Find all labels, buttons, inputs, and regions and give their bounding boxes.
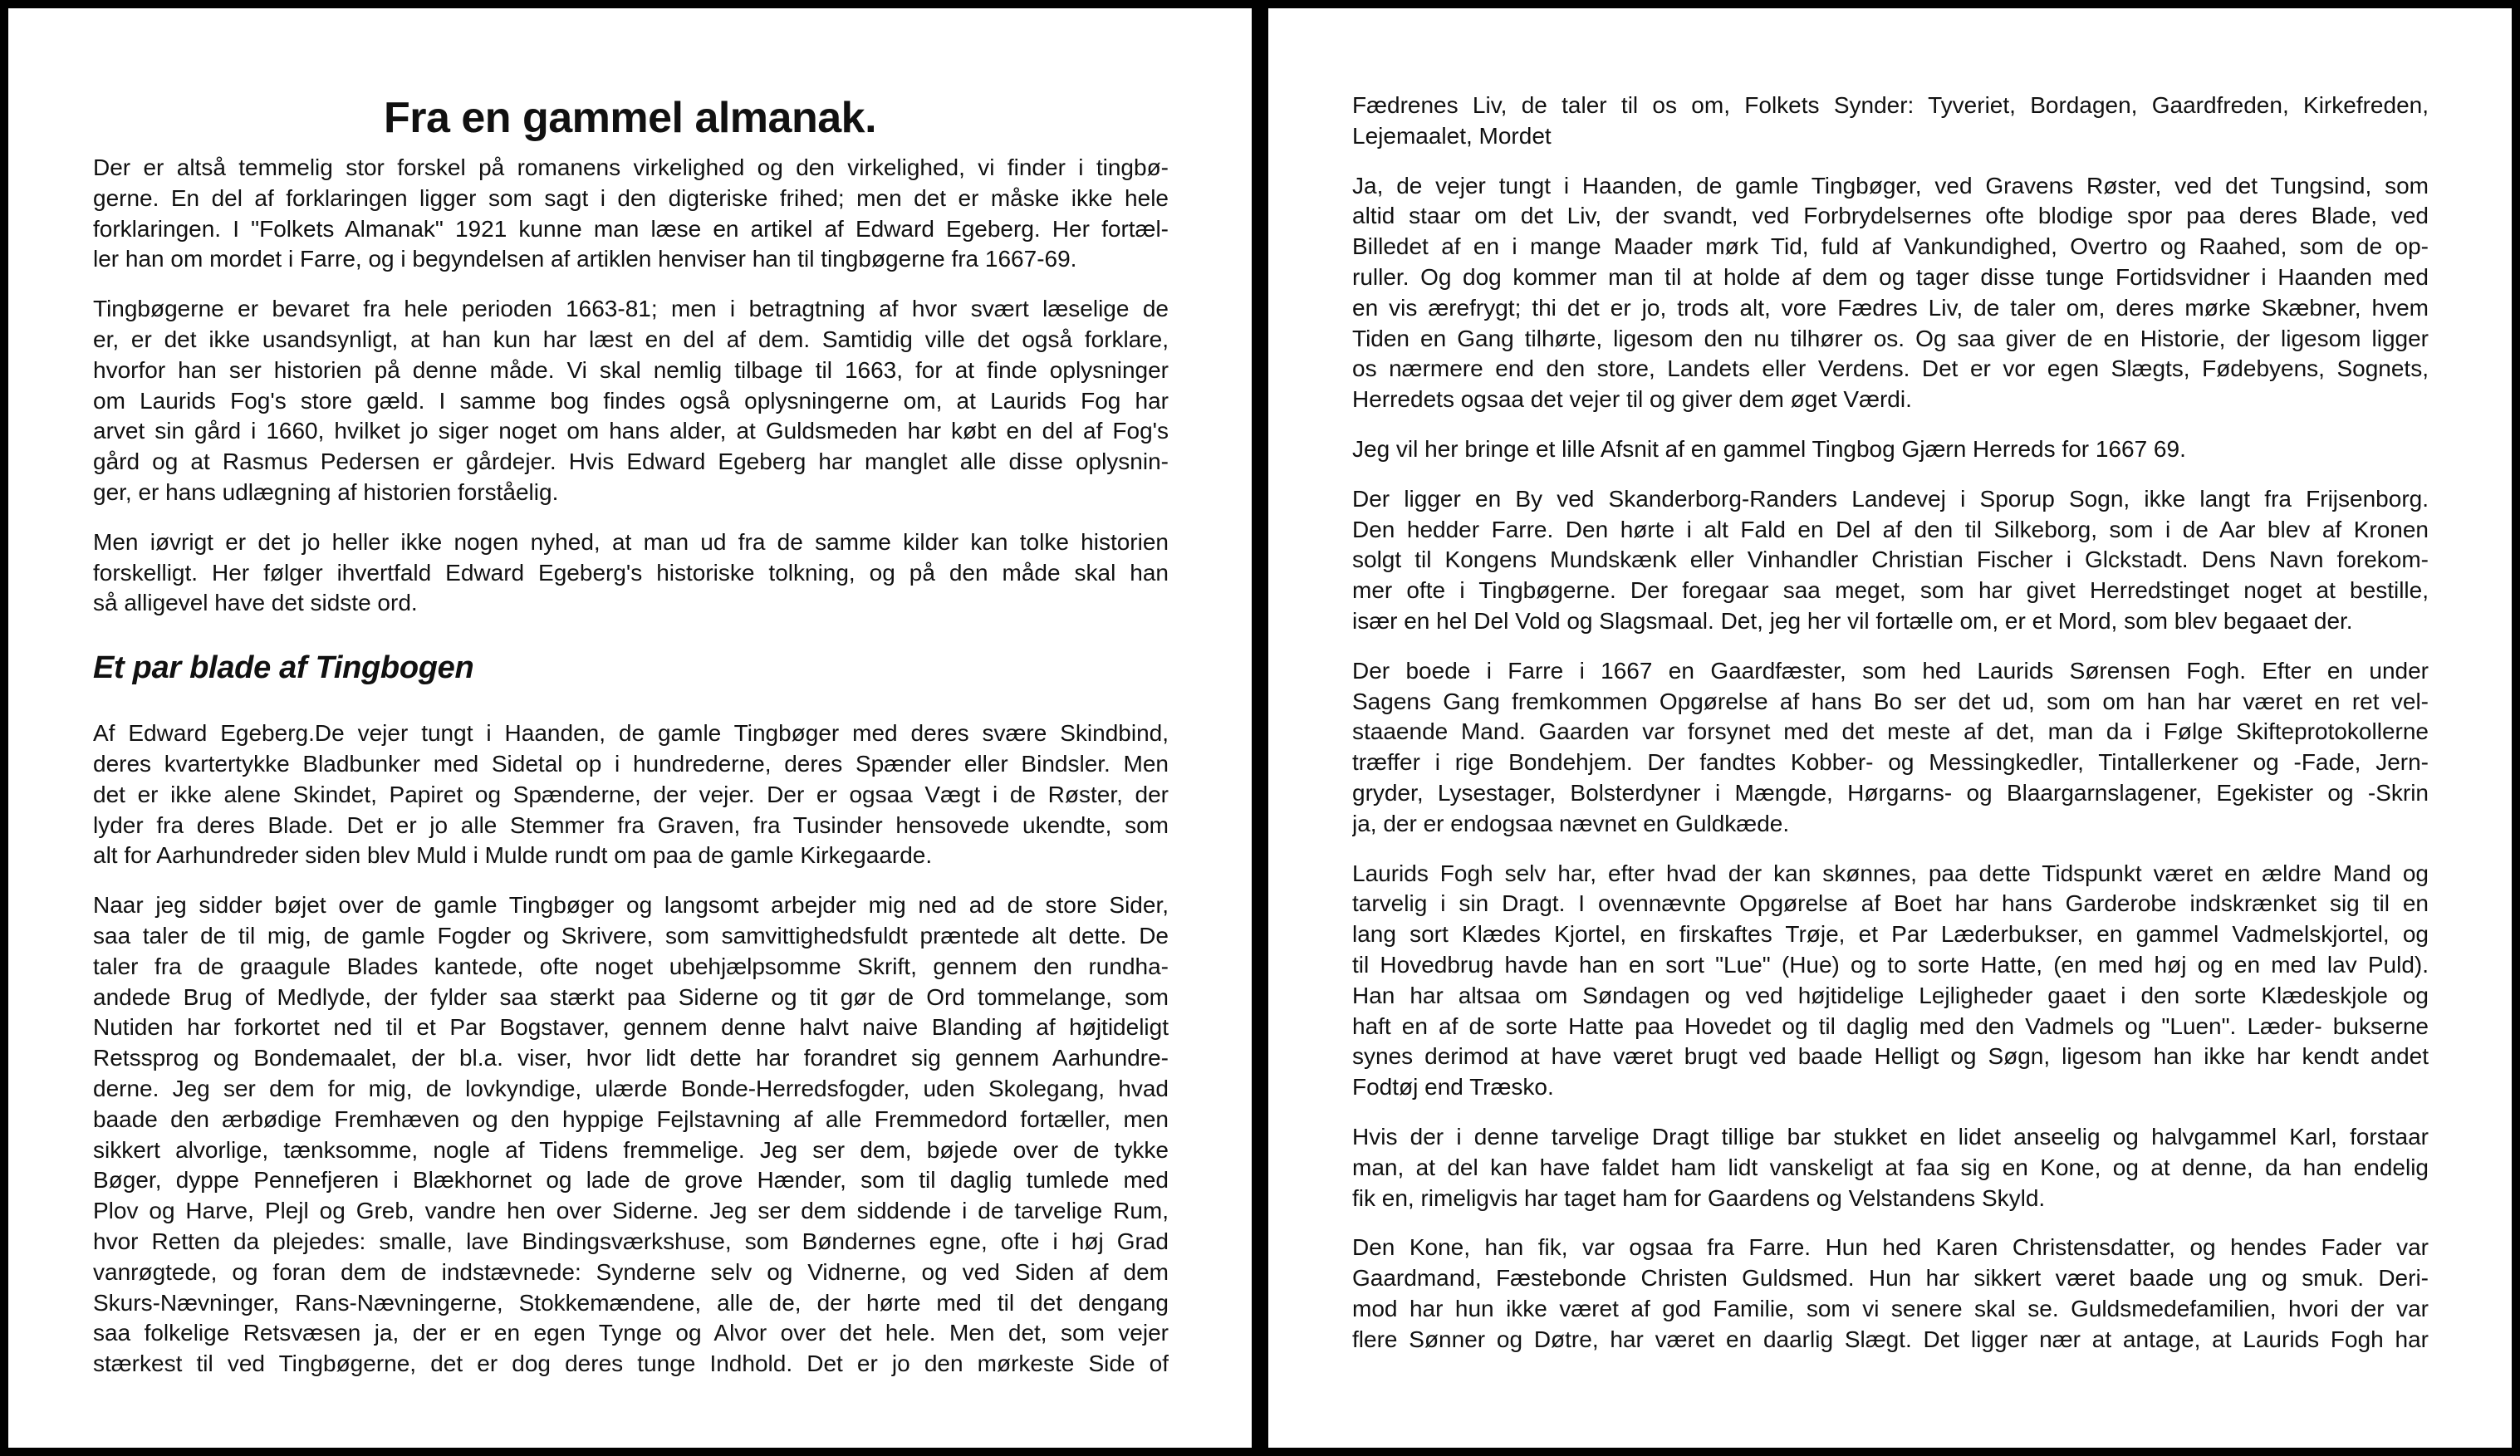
text-line: Tingbøgerne er bevaret fra hele perioden 1663-81; men i betragtning af hvor svært læselige de <box>93 296 1169 322</box>
article-section <box>93 718 1169 1380</box>
paragraph <box>1352 1122 2429 1213</box>
article-title: Fra en gammel almanak. <box>383 94 877 142</box>
text-line: andede Brug of Medlyde, der fylder saa stærkt paa Siderne og tit gør de Ord tommelange, som <box>93 983 1169 1010</box>
text-line: Gaardmand, Fæstebonde Christen Guldsmed. Hun har sikkert været baade ung og smuk. Deri- <box>1352 1265 2429 1292</box>
text-line: især en hel Del Vold og Slagsmaal. Det, jeg her vil fortælle om, er et Mord, som blev begaaet der. <box>1352 607 2353 634</box>
text-line: synes derimod at have været brugt ved baade Helligt og Søgn, ligesom han ikke har kendt andet <box>1352 1043 2429 1070</box>
right-text-column <box>1352 91 2429 1374</box>
text-line: stærkest til ved Tingbøgerne, det er dog deres tunge Indhold. Det er jo den mørkeste Side of <box>93 1351 1169 1377</box>
text-line: ruller. Og dog kommer man til at holde af dem og tager disse tunge Fortidsvidner i Haanden med <box>1352 263 2429 290</box>
section-heading: Et par blade af Tingbogen <box>93 650 474 686</box>
text-line: Lejemaalet, Mordet <box>1352 122 1552 149</box>
text-line: Den hedder Farre. Den hørte i alt Fald en Del af den til Silkeborg, som i de Aar blev af Kronen <box>1352 516 2429 542</box>
text-line: gerne. En del af forklaringen ligger som sagt i den digteriske frihed; men det er måske ikke hele <box>93 184 1169 211</box>
text-line: forskelligt. Her følger ihvertfald Edward Egeberg's historiske tolkning, og på den måde skal han <box>93 559 1169 586</box>
text-line: Sagens Gang fremkommen Opgørelse af hans Bo ser det ud, som om han har været en ret vel- <box>1352 688 2429 714</box>
text-line: staaende Mand. Gaarden var forsynet med det meste af det, man da i Følge Skifteprotokollerne <box>1352 718 2429 745</box>
text-line: Billedet af en i mange Maader mørk Tid, fuld af Vankundighed, Overtro og Raahed, som de op- <box>1352 233 2429 260</box>
text-line: til Hovedbrug havde han en sort "Lue" (Hue) og to sorte Hatte, (en med høj og en med lav Puld). <box>1352 951 2429 978</box>
text-line: Skurs-Nævninger, Rans-Nævningerne, Stokkemændene, alle de, der hørte med til det dengang <box>93 1289 1169 1316</box>
paragraph <box>1352 859 2429 1103</box>
text-line: mer ofte i Tingbøgerne. Der foregaar saa meget, som har givet Herredstinget noget at bestille, <box>1352 577 2429 604</box>
text-line: Fodtøj end Træsko. <box>1352 1074 1554 1101</box>
text-line: Hvis der i denne tarvelige Dragt tillige bar stukket en lidet anseelig og halvgammel Karl, forstaar <box>1352 1123 2429 1150</box>
text-line: man, at del kan have faldet ham lidt vanskeligt at faa sig en Kone, og at denne, da han endelig <box>1352 1154 2429 1180</box>
right-page <box>1268 8 2512 1448</box>
text-line: ger, er hans udlægning af historien forståelig. <box>93 478 559 505</box>
text-line: flere Sønner og Døtre, har været en daarlig Slægt. Det ligger nær at antage, at Laurids Fogh har <box>1352 1326 2429 1352</box>
text-line: Jeg vil her bringe et lille Afsnit af en gammel Tingbog Gjærn Herreds for 1667 69. <box>1352 435 2186 462</box>
text-line: saa taler de til mig, de gamle Fogder og Skrivere, som samvittighedsfuldt præntede alt dette. De <box>93 922 1169 949</box>
paragraph <box>93 294 1169 508</box>
text-line: baade den ærbødige Fremhæven og den hyppige Fejlstavning af alle Fremmedord fortæller, men <box>93 1105 1169 1132</box>
paragraph <box>93 153 1169 275</box>
text-line: en vis ærefrygt; thi det er jo, trods alt, vore Fædres Liv, de taler om, deres mørke Skæbner, hvem <box>1352 294 2429 321</box>
text-line: ja, der er endogsaa nævnet en Guldkæde. <box>1352 810 1790 836</box>
text-line: os nærmere end den store, Landets eller Verdens. Det er vor egen Slægts, Fødebyens, Sognets, <box>1352 355 2429 382</box>
text-line: Af Edward Egeberg.De vejer tungt i Haanden, de gamle Tingbøger med deres svære Skindbind, <box>93 720 1169 747</box>
text-line: så alligevel have det sidste ord. <box>93 590 418 616</box>
text-line: hvor Retten da plejedes: smalle, lave Bindingsværkshuse, som Bøndernes egne, ofte i høj Grad <box>93 1228 1169 1254</box>
text-line: gryder, Lysestager, Bolsterdyner i Mængde, Hørgarns- og Blaargarnslagener, Egekister og -Skrin <box>1352 779 2429 806</box>
text-line: sikkert alvorlige, tænksomme, nogle af Tidens fremmelige. Jeg ser dem, bøjede over de tykke <box>93 1136 1169 1163</box>
text-line: er, er det ikke usandsynligt, at han kun har læst en del af dem. Samtidig ville det også forklare, <box>93 326 1169 352</box>
text-line: Ja, de vejer tungt i Haanden, de gamle Tingbøger, ved Gravens Røster, ved det Tungsind, som <box>1352 172 2429 199</box>
text-line: lang sort Klædes Kjortel, en firskaftes Trøje, et Par Læderbukser, en gammel Vadmelskjortel, og <box>1352 921 2429 948</box>
text-line: om Laurids Fog's store gæld. I samme bog findes også oplysningerne om, at Laurids Fog har <box>93 387 1169 414</box>
text-line: deres kvartertykke Bladbunker med Sidetal op i hundrederne, deres Spænder eller Bindsler. Men <box>93 750 1169 777</box>
text-line: Fædrenes Liv, de taler til os om, Folkets Synder: Tyveriet, Bordagen, Gaardfreden, Kirkefreden, <box>1352 92 2429 118</box>
text-line: ler han om mordet i Farre, og i begyndelsen af artiklen henviser han til tingbøgerne fra 1667-69. <box>93 246 1077 272</box>
text-line: vanrøgtede, og foran dem de indstævnede: Synderne selv og Vidnerne, og ved Siden af dem <box>93 1258 1169 1285</box>
text-line: lyder fra deres Blade. Det er jo alle Stemmer fra Graven, fra Tusinder hensovede ukendte, som <box>93 811 1169 838</box>
paragraph <box>1352 91 2429 152</box>
text-line: tarvelig i sin Dragt. I ovennævnte Opgørelse af Boet har hans Garderobe indskrænket sig til en <box>1352 890 2429 917</box>
text-line: Bøger, dyppe Pennefjeren i Blækhornet og lade de grove Hænder, som til daglig tumlede med <box>93 1167 1169 1194</box>
text-line: derne. Jeg ser dem for mig, de lovkyndige, ulærde Bonde-Herredsfogder, uden Skolegang, hvad <box>93 1075 1169 1101</box>
paragraph <box>1352 484 2429 637</box>
text-line: hvorfor han ser historien på denne måde. Vi skal nemlig tilbage til 1663, for at finde oplysninger <box>93 356 1169 383</box>
text-line: haft en af de sorte Hatte paa Hovedet og til daglig med den Vadmels og "Luen". Læder- bukserne <box>1352 1012 2429 1039</box>
text-line: forklaringen. I "Folkets Almanak" 1921 kunne man læse en artikel af Edward Egeberg. Her fortæl- <box>93 215 1169 242</box>
text-line: mod har hun ikke været af god Familie, som vi senere skal se. Guldsmedefamilien, hvori der var <box>1352 1295 2429 1321</box>
paragraph <box>1352 434 2429 465</box>
text-line: fik en, rimeligvis har taget ham for Gaardens og Velstandens Skyld. <box>1352 1184 2046 1211</box>
text-line: altid staar om det Liv, der svandt, ved Forbrydelsernes ofte blodige spor paa deres Blade, ved <box>1352 203 2429 229</box>
text-line: Retssprog og Bondemaalet, der bl.a. viser, hvor lidt dette har forandret sig gennem Aarhundre- <box>93 1045 1169 1071</box>
text-line: solgt til Kongens Mundskænk eller Vinhandler Christian Fischer i Glckstadt. Dens Navn forekom- <box>1352 547 2429 573</box>
text-line: alt for Aarhundreder siden blev Muld i Mulde rundt om paa de gamle Kirkegaarde. <box>93 842 933 869</box>
text-line: Nutiden har forkortet ned til et Par Bogstaver, gennem denne halvt naive Blanding af højtideligt <box>93 1014 1169 1041</box>
text-line: gård og at Rasmus Pedersen er gårdejer. Hvis Edward Egeberg har manglet alle disse oplysnin- <box>93 449 1169 475</box>
paragraph <box>93 718 1169 871</box>
paragraph <box>1352 656 2429 840</box>
text-line: arvet sin gård i 1660, hvilket jo siger noget om hans alder, at Guldsmeden har købt en del af Fog's <box>93 418 1169 444</box>
text-line: taler fra de graagule Blades kantede, ofte noget ubehjælpsomme Skrift, gennem den rundha- <box>93 953 1169 979</box>
paragraph <box>1352 171 2429 415</box>
text-line: Plov og Harve, Plejl og Greb, vandre hen over Siderne. Jeg ser dem siddende i de tarvelige Rum, <box>93 1198 1169 1224</box>
text-line: Der er altså temmelig stor forskel på romanens virkelighed og den virkelighed, vi finder i tingbø- <box>93 154 1169 180</box>
right-page-body <box>1352 91 2429 1355</box>
paragraph <box>93 890 1169 1380</box>
intro-section <box>93 153 1169 619</box>
text-line: Herredets ogsaa det vejer til og giver dem øget Værdi. <box>1352 386 1912 413</box>
paragraph <box>93 527 1169 619</box>
text-line: Der ligger en By ved Skanderborg-Randers Landevej i Sporup Sogn, ikke langt fra Frijsenborg. <box>1352 485 2429 512</box>
text-line: Naar jeg sidder bøjet over de gamle Tingbøger og langsomt arbejder mig ned ad de store Sider, <box>93 892 1169 919</box>
text-line: Han har altsaa om Søndagen og ved højtidelige Lejligheder gaaet i den sorte Klædeskjole og <box>1352 982 2429 1008</box>
text-line: Der boede i Farre i 1667 en Gaardfæster, som hed Laurids Sørensen Fogh. Efter en under <box>1352 657 2429 684</box>
text-line: det er ikke alene Skindet, Papiret og Spænderne, der vejer. Der er ogsaa Vægt i de Røster, der <box>93 781 1169 807</box>
text-line: Laurids Fogh selv har, efter hvad der kan skønnes, paa dette Tidspunkt været en ældre Mand og <box>1352 860 2429 886</box>
paragraph <box>1352 1233 2429 1355</box>
text-line: Den Kone, han fik, var ogsaa fra Farre. Hun hed Karen Christensdatter, og hendes Fader var <box>1352 1234 2429 1261</box>
text-line: træffer i rige Bondehjem. Der fandtes Kobber- og Messingkedler, Tintallerkener og -Fade, Jern- <box>1352 749 2429 776</box>
left-page <box>8 8 1252 1448</box>
text-line: saa folkelige Retsvæsen ja, der er en egen Tynge og Alvor over det hele. Men det, som vejer <box>93 1320 1169 1346</box>
left-text-column <box>93 153 1169 1399</box>
text-line: Men iøvrigt er det jo heller ikke nogen nyhed, at man ud fra de samme kilder kan tolke historien <box>93 528 1169 555</box>
text-line: Tiden en Gang tilhørte, ligesom den nu tilhører os. Og saa giver de en Historie, der ligesom ligger <box>1352 325 2429 351</box>
